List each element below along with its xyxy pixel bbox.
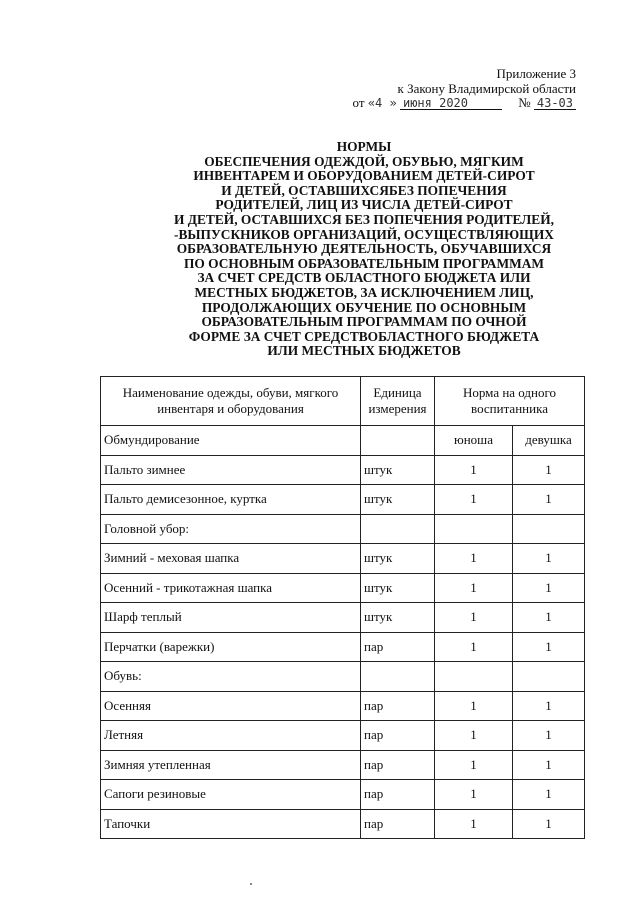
header-norm: Норма на одного воспитанника (435, 377, 585, 426)
boys-norm: 1 (435, 809, 513, 839)
appendix-date-line (353, 96, 576, 111)
title-line: МЕСТНЫХ БЮДЖЕТОВ, ЗА ИСКЛЮЧЕНИЕМ ЛИЦ, (194, 284, 534, 300)
table-row (101, 662, 585, 692)
header-name: Наименование одежды, обуви, мягкого инвентаря и оборудования (101, 377, 361, 426)
title-line: ОБРАЗОВАТЕЛЬНУЮ ДЕЯТЕЛЬНОСТЬ, ОБУЧАВШИХСЯ (176, 241, 552, 257)
boys-norm: 1 (435, 544, 513, 574)
girls-norm: 1 (513, 809, 585, 839)
title-line: -ВЫПУСКНИКОВ ОРГАНИЗАЦИЙ, ОСУЩЕСТВЛЯЮЩИХ (174, 226, 554, 242)
table-row (101, 573, 585, 603)
item-name: Пальто зимнее (101, 455, 361, 485)
title-line: ОБЕСПЕЧЕНИЯ ОДЕЖДОЙ, ОБУВЬЮ, МЯГКИМ (204, 153, 524, 169)
item-name: Пальто демисезонное, куртка (101, 485, 361, 515)
item-name: Зимняя утепленная (101, 750, 361, 780)
girls-norm: 1 (513, 485, 585, 515)
boys-norm: 1 (435, 691, 513, 721)
girls-norm: 1 (513, 721, 585, 751)
table-row (101, 632, 585, 662)
item-name: Обмундирование (101, 426, 361, 456)
title-line: И ДЕТЕЙ, ОСТАВШИХСЯ БЕЗ ПОПЕЧЕНИЯ РОДИТЕЛЕЙ, (174, 211, 554, 227)
table-row (101, 780, 585, 810)
girls-norm (513, 662, 585, 692)
item-name: Зимний - меховая шапка (101, 544, 361, 574)
title-line: ПРОДОЛЖАЮЩИХ ОБУЧЕНИЕ ПО ОСНОВНЫМ (201, 299, 527, 315)
boys-norm (435, 514, 513, 544)
girls-norm (513, 514, 585, 544)
table-header-row (101, 377, 585, 426)
boys-norm: 1 (435, 632, 513, 662)
table-row (101, 691, 585, 721)
item-name: Сапоги резиновые (101, 780, 361, 810)
girls-norm: девушка (513, 426, 585, 456)
item-name: Тапочки (101, 809, 361, 839)
table-row (101, 544, 585, 574)
girls-norm: 1 (513, 750, 585, 780)
girls-norm: 1 (513, 780, 585, 810)
title-line: РОДИТЕЛЕЙ, ЛИЦ ИЗ ЧИСЛА ДЕТЕЙ-СИРОТ (215, 197, 513, 213)
boys-norm: 1 (435, 573, 513, 603)
number-label: № (518, 95, 531, 110)
unit-cell: штук (361, 573, 435, 603)
item-name: Осенний - трикотажная шапка (101, 573, 361, 603)
girls-norm: 1 (513, 603, 585, 633)
law-number: 43-03 (534, 97, 576, 110)
table-row (101, 426, 585, 456)
item-name: Перчатки (варежки) (101, 632, 361, 662)
unit-cell: штук (361, 455, 435, 485)
title-line: ЗА СЧЕТ СРЕДСТВ ОБЛАСТНОГО БЮДЖЕТА ИЛИ (197, 270, 531, 286)
boys-norm: 1 (435, 603, 513, 633)
table-row (101, 603, 585, 633)
unit-cell (361, 662, 435, 692)
boys-norm: 1 (435, 750, 513, 780)
title-line: ПО ОСНОВНЫМ ОБРАЗОВАТЕЛЬНЫМ ПРОГРАММАМ (183, 255, 545, 271)
girls-norm: 1 (513, 573, 585, 603)
boys-norm: юноша (435, 426, 513, 456)
table-row (101, 750, 585, 780)
norms-table (100, 376, 585, 839)
unit-cell: штук (361, 544, 435, 574)
unit-cell (361, 514, 435, 544)
unit-cell: штук (361, 603, 435, 633)
appendix-line1: Приложение 3 (496, 66, 576, 81)
item-name: Обувь: (101, 662, 361, 692)
appendix-line2: к Закону Владимирской области (397, 80, 576, 96)
unit-cell: пар (361, 632, 435, 662)
item-name: Осенняя (101, 691, 361, 721)
unit-cell (361, 426, 435, 456)
appendix-header (353, 67, 576, 111)
title-line: ИЛИ МЕСТНЫХ БЮДЖЕТОВ (267, 343, 461, 359)
unit-cell: пар (361, 691, 435, 721)
date-day: «4 » (367, 96, 397, 110)
item-name: Шарф теплый (101, 603, 361, 633)
table-row (101, 455, 585, 485)
girls-norm: 1 (513, 632, 585, 662)
table-row (101, 809, 585, 839)
girls-norm: 1 (513, 691, 585, 721)
girls-norm: 1 (513, 455, 585, 485)
document-title (150, 140, 578, 359)
unit-cell: пар (361, 750, 435, 780)
unit-cell: пар (361, 780, 435, 810)
title-line: НОРМЫ (336, 139, 392, 154)
item-name: Головной убор: (101, 514, 361, 544)
title-line: ФОРМЕ ЗА СЧЕТ СРЕДСТВОБЛАСТНОГО БЮДЖЕТА (188, 328, 540, 344)
title-line: И ДЕТЕЙ, ОСТАВШИХСЯБЕЗ ПОПЕЧЕНИЯ (221, 182, 507, 198)
girls-norm: 1 (513, 544, 585, 574)
boys-norm: 1 (435, 455, 513, 485)
unit-cell: штук (361, 485, 435, 515)
from-label: от (352, 95, 365, 110)
unit-cell: пар (361, 721, 435, 751)
header-unit: Единица измерения (361, 377, 435, 426)
table-row (101, 514, 585, 544)
scan-speck (250, 883, 252, 885)
date-month-year: июня 2020 (400, 97, 502, 110)
boys-norm (435, 662, 513, 692)
boys-norm: 1 (435, 780, 513, 810)
table-row (101, 485, 585, 515)
unit-cell: пар (361, 809, 435, 839)
boys-norm: 1 (435, 721, 513, 751)
table-row (101, 721, 585, 751)
boys-norm: 1 (435, 485, 513, 515)
title-line: ОБРАЗОВАТЕЛЬНЫМ ПРОГРАММАМ ПО ОЧНОЙ (201, 314, 527, 330)
title-line: ИНВЕНТАРЕМ И ОБОРУДОВАНИЕМ ДЕТЕЙ-СИРОТ (193, 168, 535, 184)
item-name: Летняя (101, 721, 361, 751)
